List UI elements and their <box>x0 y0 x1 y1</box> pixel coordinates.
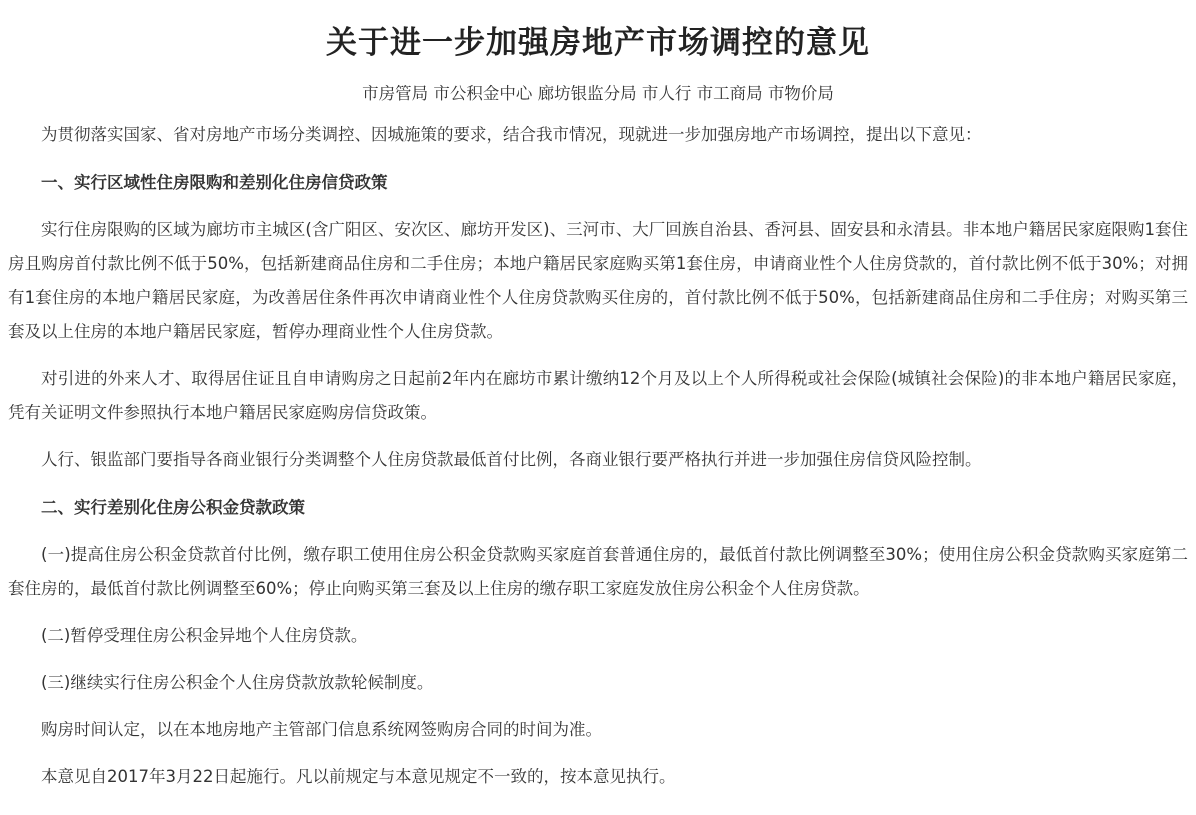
paragraph: 人行、银监部门要指导各商业银行分类调整个人住房贷款最低首付比例，各商业银行要严格执行并进一步加强住房信贷风险控制。 <box>41 450 982 469</box>
paragraph: 本意见自2017年3月22日起施行。凡以前规定与本意见规定不一致的，按本意见执行。 <box>41 767 676 786</box>
section-heading-2: 二、实行差别化住房公积金贷款政策 <box>41 498 305 517</box>
paragraph: 实行住房限购的区域为廊坊市主城区(含广阳区、安次区、廊坊开发区)、三河市、大厂回族自治县、香河县、固安县和永清县。非本地户籍居民家庭限购1套住房且购房首付款比例不低于50%，包括新建商品住房和二手住房；本地户籍居民家庭购买第1套住房，申请商业性个人住房贷款的，首付款比例不低于30%；对拥有1套住房的本地户籍居民家庭，为改善居住条件再次申请商业性个人住房贷款购买住房的，首付款比例不低于50%，包括新建商品住房和二手住房；对购买第三套及以上住房的本地户籍居民家庭，暂停办理商业性个人住房贷款。 <box>8 220 1188 341</box>
issuing-agencies: 市房管局 市公积金中心 廊坊银监分局 市人行 市工商局 市物价局 <box>362 84 834 103</box>
paragraph: 购房时间认定，以在本地房地产主管部门信息系统网签购房合同的时间为准。 <box>41 720 602 739</box>
paragraph: (一)提高住房公积金贷款首付比例，缴存职工使用住房公积金贷款购买家庭首套普通住房的，最低首付款比例调整至30%；使用住房公积金贷款购买家庭第二套住房的，最低首付款比例调整至60%；停止向购买第三套及以上住房的缴存职工家庭发放住房公积金个人住房贷款。 <box>8 545 1188 598</box>
section-heading-1: 一、实行区域性住房限购和差别化住房信贷政策 <box>41 173 388 192</box>
article-title: 关于进一步加强房地产市场调控的意见 <box>326 25 870 61</box>
paragraph: (二)暂停受理住房公积金异地个人住房贷款。 <box>41 626 368 645</box>
intro-paragraph: 为贯彻落实国家、省对房地产市场分类调控、因城施策的要求，结合我市情况，现就进一步加强房地产市场调控，提出以下意见： <box>41 125 982 144</box>
paragraph: 对引进的外来人才、取得居住证且自申请购房之日起前2年内在廊坊市累计缴纳12个月及以上个人所得税或社会保险(城镇社会保险)的非本地户籍居民家庭，凭有关证明文件参照执行本地户籍居民家庭购房信贷政策。 <box>8 369 1188 422</box>
paragraph: (三)继续实行住房公积金个人住房贷款放款轮候制度。 <box>41 673 434 692</box>
